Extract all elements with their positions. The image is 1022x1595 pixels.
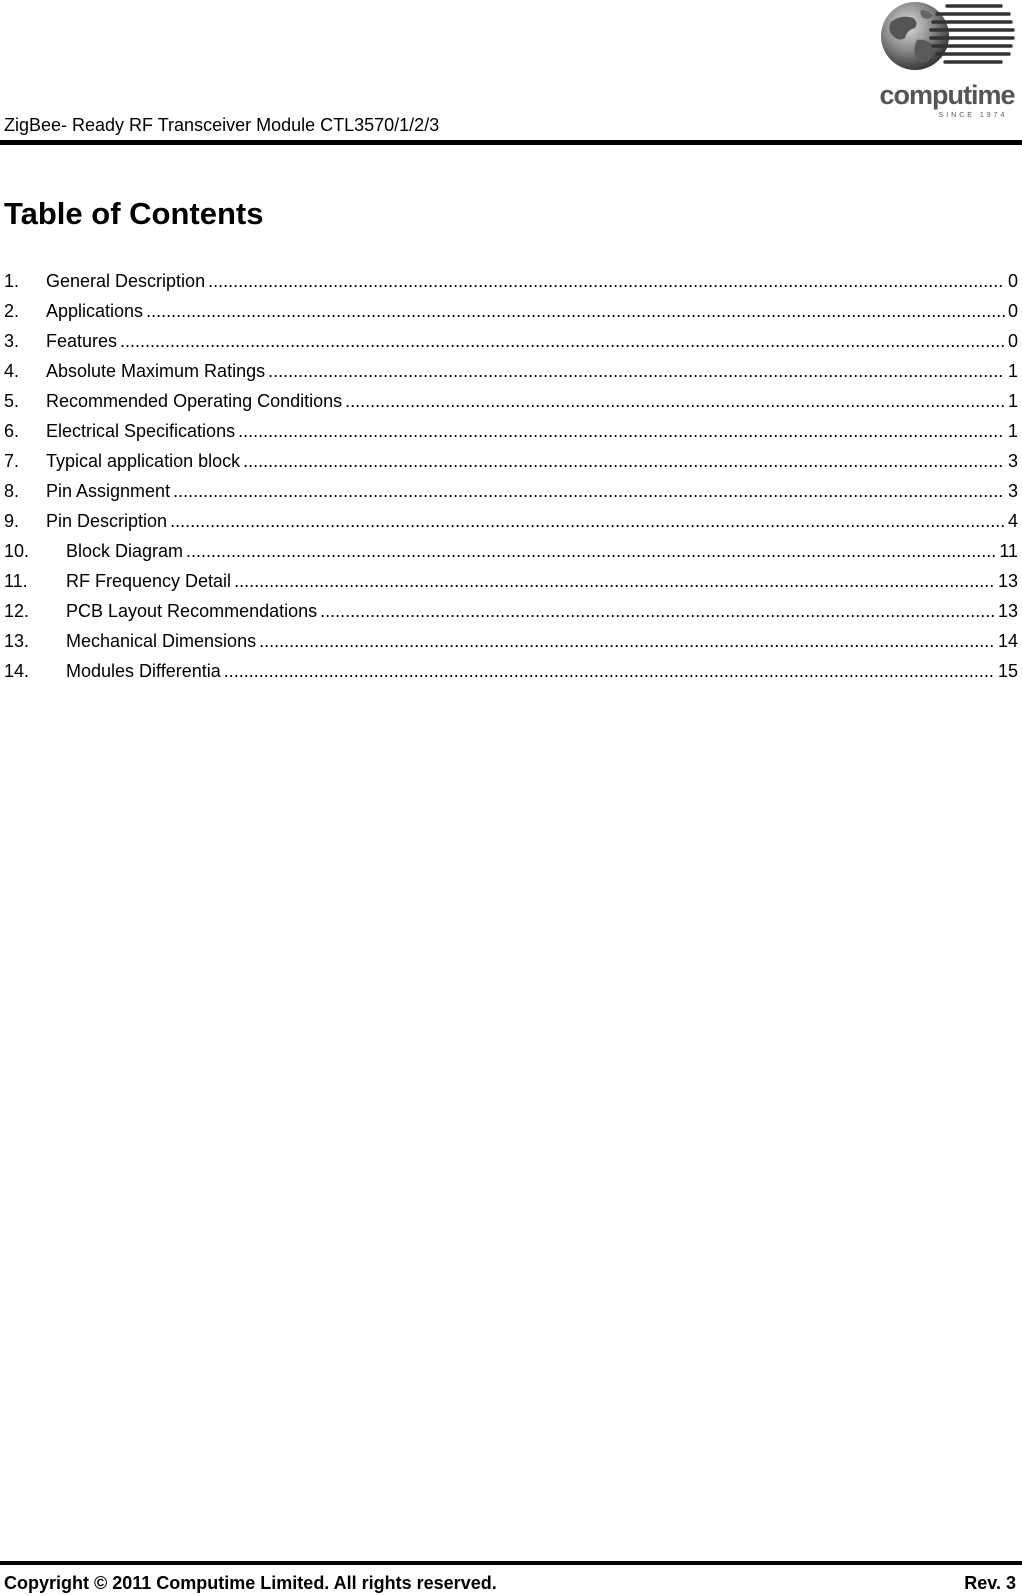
toc-entry-label: RF Frequency Detail [66,571,232,591]
toc-entry-page: 1 [1007,421,1018,441]
toc-entry-label: PCB Layout Recommendations [66,601,318,621]
toc-entry-page: 11 [999,541,1018,561]
toc-dot-leader [120,330,1005,353]
toc-entry-number: 11. [4,571,28,591]
toc-entry[interactable] [4,420,1018,450]
toc-entry-page: 15 [997,661,1018,681]
table-of-contents [4,270,1018,690]
toc-entry[interactable] [4,510,1018,540]
toc-entry-number: 1. [4,271,20,291]
footer-copyright: Copyright © 2011 Computime Limited. All rights reserved. [4,1573,497,1593]
toc-entry[interactable] [4,540,1018,570]
toc-entry-number: 14. [4,661,30,681]
toc-entry-number: 7. [4,451,20,471]
toc-entry-number: 6. [4,421,20,441]
toc-entry-number: 5. [4,391,20,411]
globe-icon [881,2,949,70]
toc-entry-page: 4 [1007,511,1018,531]
toc-entry-page: 0 [1007,271,1018,291]
toc-entry-number: 12. [4,601,30,621]
document-header-title: ZigBee- Ready RF Transceiver Module CTL3570/1/2/3 [4,115,440,135]
toc-entry[interactable] [4,570,1018,600]
logo-tagline: SINCE 1974 [938,112,1008,119]
toc-dot-leader [224,660,995,683]
toc-entry[interactable] [4,330,1018,360]
toc-dot-leader [345,390,1005,413]
toc-dot-leader [268,360,1005,383]
toc-entry[interactable] [4,300,1018,330]
toc-entry-label: Electrical Specifications [46,421,236,441]
toc-entry-label: Features [46,331,118,351]
toc-entry-number: 10. [4,541,30,561]
toc-entry-label: Block Diagram [66,541,184,561]
toc-entry-label: Typical application block [46,451,241,471]
toc-entry[interactable] [4,600,1018,630]
toc-entry-page: 3 [1007,481,1018,501]
toc-dot-leader [234,570,995,593]
toc-entry-label: General Description [46,271,206,291]
logo-wordmark: computime [879,80,1015,110]
toc-dot-leader [186,540,996,563]
toc-entry-label: Mechanical Dimensions [66,631,257,651]
toc-entry-page: 3 [1007,451,1018,471]
toc-entry[interactable] [4,480,1018,510]
header-divider [0,140,1022,145]
toc-entry-page: 0 [1007,301,1018,321]
toc-dot-leader [170,510,1005,533]
toc-entry-label: Pin Assignment [46,481,171,501]
toc-dot-leader [173,480,1005,503]
toc-entry-page: 1 [1007,361,1018,381]
toc-entry-page: 13 [997,571,1018,591]
toc-entry[interactable] [4,270,1018,300]
toc-entry[interactable] [4,360,1018,390]
toc-dot-leader [238,420,1005,443]
toc-dot-leader [259,630,995,653]
toc-entry-page: 0 [1007,331,1018,351]
toc-entry[interactable] [4,450,1018,480]
toc-entry-label: Recommended Operating Conditions [46,391,343,411]
toc-dot-leader [243,450,1005,473]
toc-dot-leader [208,270,1005,293]
toc-entry-number: 8. [4,481,20,501]
toc-entry[interactable] [4,390,1018,420]
toc-entry-label: Modules Differentia [66,661,221,681]
toc-entry-number: 9. [4,511,20,531]
toc-entry-number: 3. [4,331,20,351]
toc-entry[interactable] [4,660,1018,690]
toc-entry[interactable] [4,630,1018,660]
footer-revision: Rev. 3 [964,1573,1016,1593]
toc-dot-leader [320,600,995,623]
toc-dot-leader [146,300,1005,323]
toc-entry-number: 13. [4,631,30,651]
computime-logo [877,0,1017,122]
toc-entry-label: Pin Description [46,511,168,531]
footer-divider [0,1561,1022,1565]
toc-entry-label: Absolute Maximum Ratings [46,361,266,381]
toc-entry-label: Applications [46,301,144,321]
toc-entry-number: 2. [4,301,20,321]
toc-entry-page: 14 [997,631,1018,651]
page-title: Table of Contents [4,196,264,231]
toc-entry-number: 4. [4,361,20,381]
toc-entry-page: 13 [997,601,1018,621]
toc-entry-page: 1 [1007,391,1018,411]
